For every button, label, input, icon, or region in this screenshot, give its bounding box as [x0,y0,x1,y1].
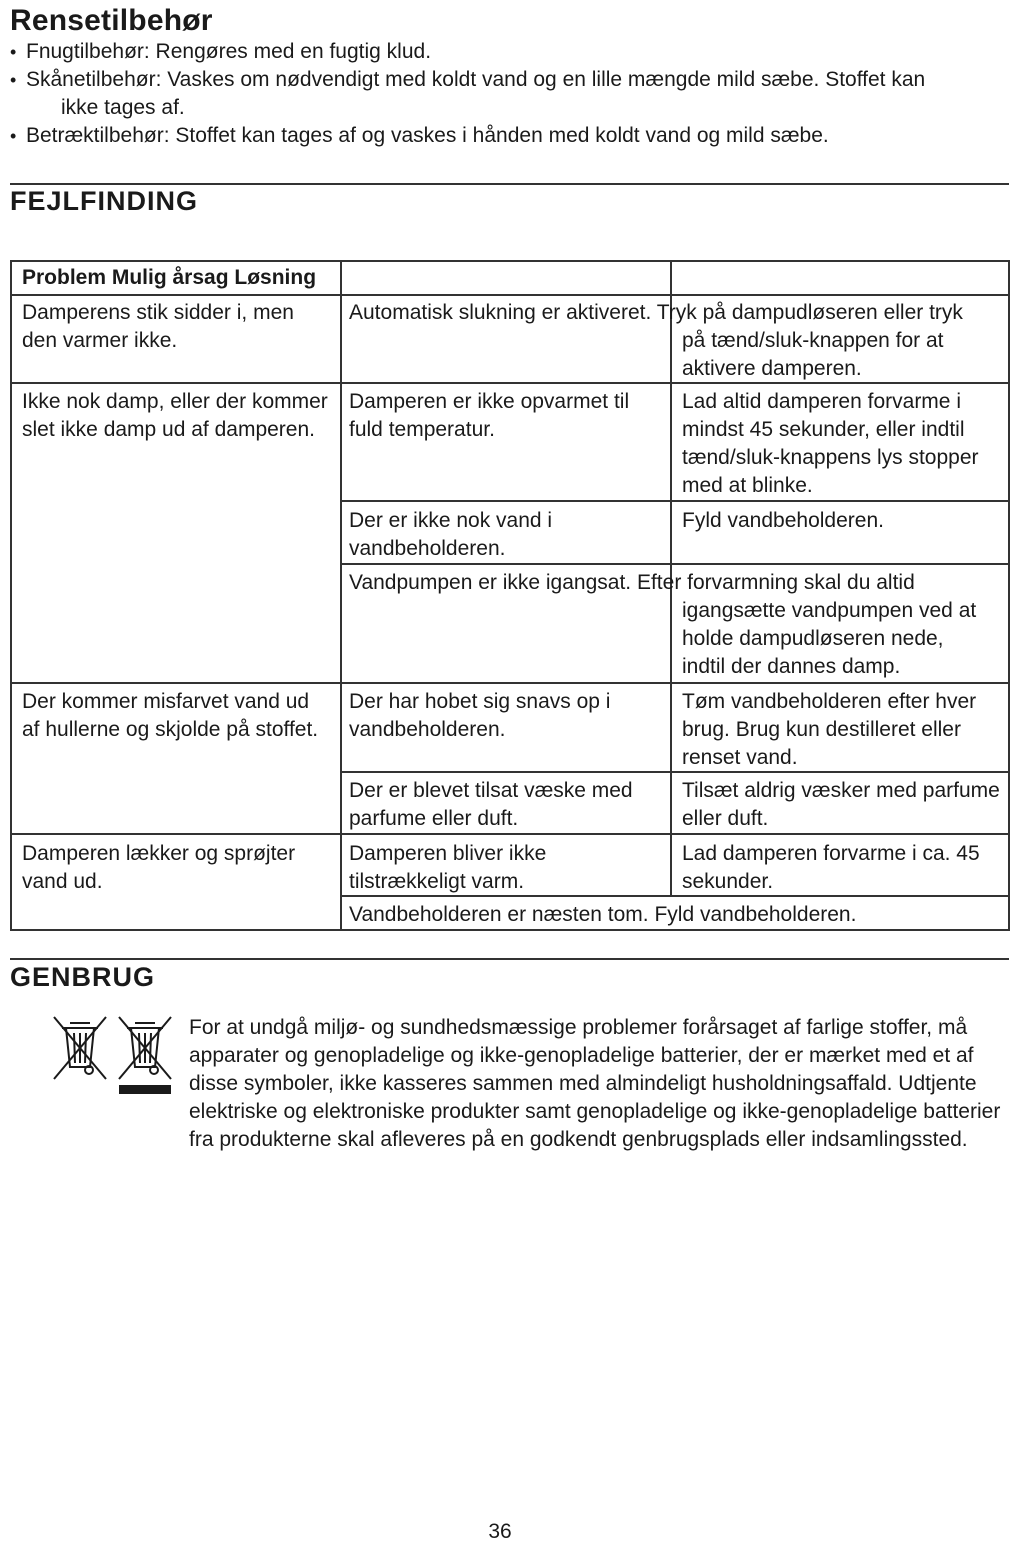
cause-cell: Automatisk slukning er aktiveret. Tryk på dampudløseren eller tryk [349,301,963,324]
troubleshooting-table [10,260,1010,931]
section-title-recycling: GENBRUG [10,962,156,992]
recycling-text: For at undgå miljø- og sundhedsmæssige problemer forårsaget af farlige stoffer, må apparater og genopladelige og ikke-genopladelige batterier, der er mærket med et af disse symboler, ikke kasseres sammen med almindeligt husholdningsaffald. Udtjente elektriske og elektroniske produkter samt genopladelige og ikke-genopladelige batterier fra produkterne skal afleveres på en godkendt genbrugsplads eller indsamlingssted. [189,1016,1001,1151]
row-divider [10,682,1010,684]
table-border [10,929,1010,931]
solution-cell: igangsætte vandpumpen ved at holde dampudløseren nede, indtil der dannes damp. [682,599,977,678]
table-header: Problem Mulig årsag Løsning [22,266,317,289]
list-item-text: Fnugtilbehør: Rengøres med en fugtig klud. [26,40,432,63]
row-divider [10,833,1010,835]
cause-cell: Vandbeholderen er næsten tom. Fyld vandbeholderen. [349,903,857,926]
solution-cell: Tøm vandbeholderen efter hver brug. Brug kun destilleret eller renset vand. [682,690,977,769]
section-divider [10,183,1009,185]
solution-cell: Lad damperen forvarme i ca. 45 sekunder. [682,842,980,893]
crossed-bin-icon [52,1015,108,1081]
solution-cell: Tilsæt aldrig væsker med parfume eller duft. [682,779,1000,830]
table-border [10,260,12,931]
cleaning-list [10,38,1010,150]
cause-cell: Der har hobet sig snavs op i vandbeholderen. [349,690,611,741]
table-border [1008,260,1010,931]
cause-cell: Vandpumpen er ikke igangsat. Efter forvarmning skal du altid [349,571,915,594]
cause-cell: Damperen bliver ikke tilstrækkeligt varm. [349,842,547,893]
list-item [10,38,1010,66]
crossed-bin-with-bar-icon [116,1015,174,1095]
row-divider [340,500,1010,502]
problem-cell: Ikke nok damp, eller der kommer slet ikke damp ud af damperen. [22,390,328,441]
section-title-cleaning: Rensetilbehør [10,4,213,37]
row-divider [340,563,1010,565]
list-item [10,122,1010,150]
cause-cell: Der er ikke nok vand i vandbeholderen. [349,509,553,560]
solution-cell: Lad altid damperen forvarme i mindst 45 sekunder, eller indtil tænd/sluk-knappens lys stopper med at blinke. [682,390,979,497]
section-divider [10,958,1009,960]
list-item-continuation: ikke tages af. [61,96,185,119]
list-item [10,66,1010,122]
solution-cell: Fyld vandbeholderen. [682,509,884,532]
list-item-text: Skånetilbehør: Vaskes om nødvendigt med koldt vand og en lille mængde mild sæbe. Stoffet kan [26,68,926,91]
cause-cell: Der er blevet tilsat væske med parfume eller duft. [349,779,633,830]
column-divider [340,260,342,931]
cause-cell: Damperen er ikke opvarmet til fuld temperatur. [349,390,630,441]
row-divider [10,294,1010,296]
problem-cell: Damperen lækker og sprøjter vand ud. [22,842,296,893]
problem-cell: Der kommer misfarvet vand ud af hullerne og skjolde på stoffet. [22,690,319,741]
table-border [10,260,1010,262]
solution-cell: på tænd/sluk-knappen for at aktivere damperen. [682,329,944,380]
section-title-troubleshooting: FEJLFINDING [10,186,199,216]
page-number: 36 [488,1520,512,1543]
problem-cell: Damperens stik sidder i, men den varmer ikke. [22,301,294,352]
list-item-text: Betræktilbehør: Stoffet kan tages af og vaskes i hånden med koldt vand og mild sæbe. [26,124,829,147]
